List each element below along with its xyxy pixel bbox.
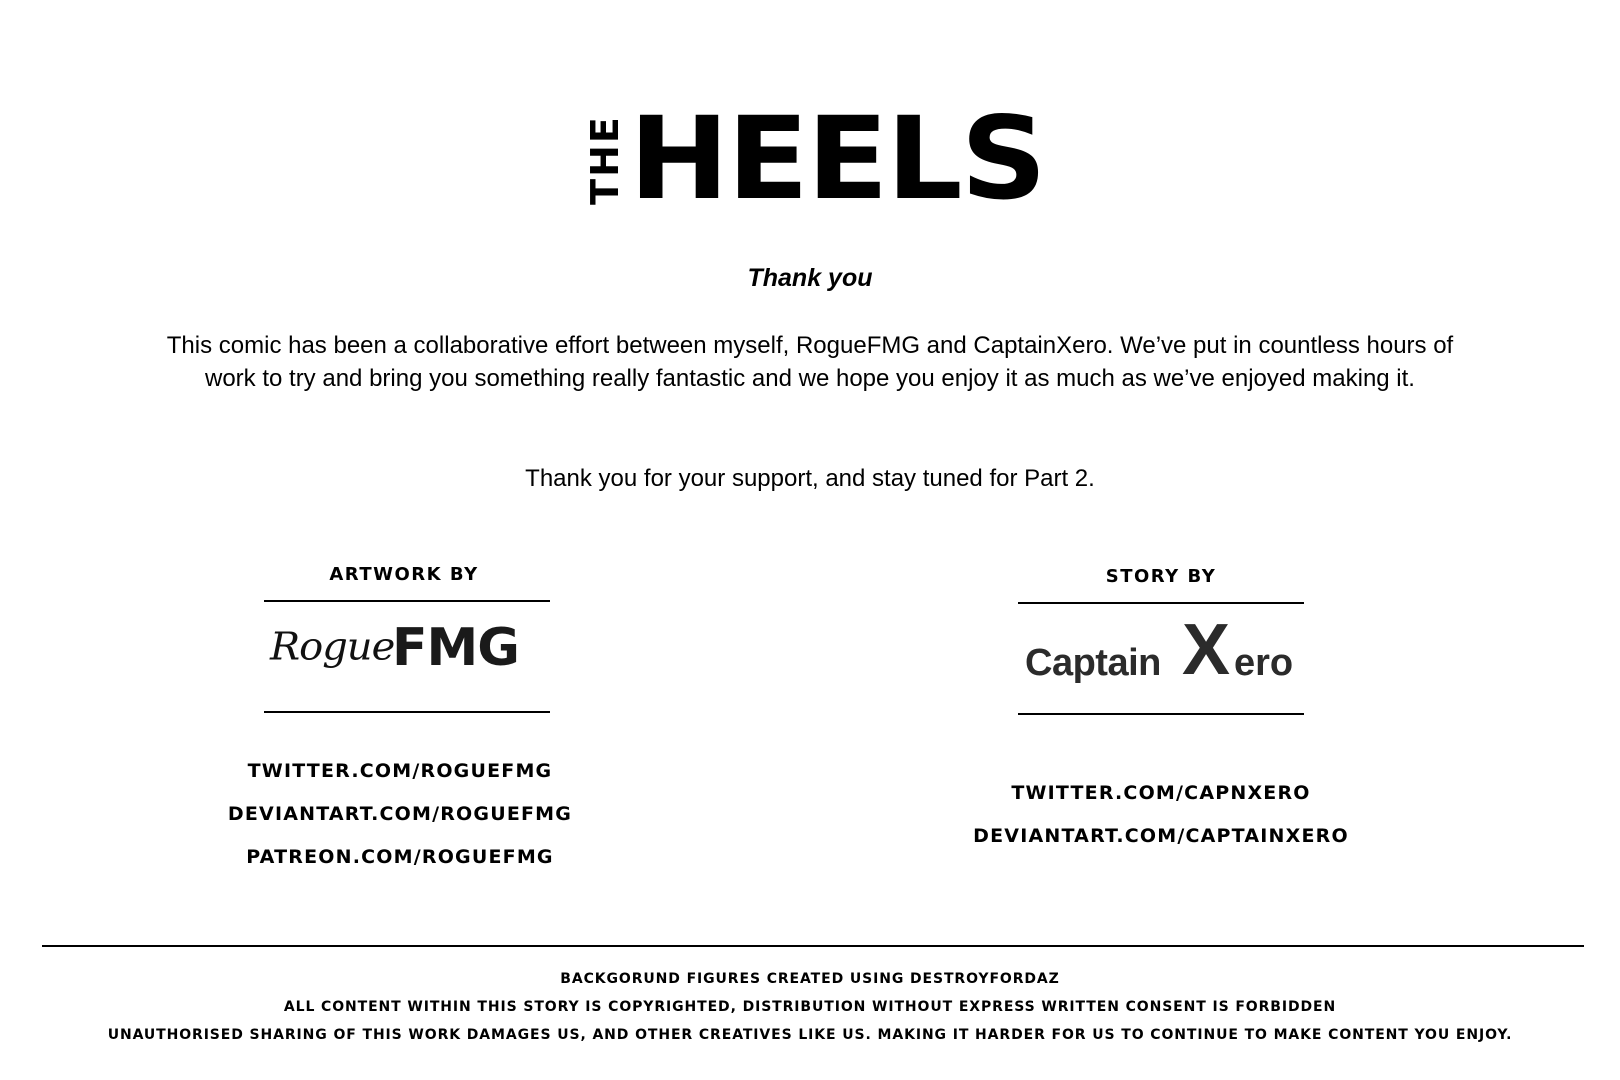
footer-line-copyright: ALL CONTENT WITHIN THIS STORY IS COPYRIGHTED, DISTRIBUTION WITHOUT EXPRESS WRITTEN CONSENT IS FORBIDDEN <box>283 999 1337 1015</box>
artwork-link-twitter[interactable]: TWITTER.COM/ROGUEFMG <box>247 760 553 782</box>
thanks-paragraph-1: This comic has been a collaborative effort between myself, RogueFMG and CaptainXero. We’ve put in countless hours of work to try and bring you something really fantastic and we hope you enjoy it as much as we’ve enjoyed making it. <box>166 332 1454 392</box>
story-top-rule <box>1018 602 1304 604</box>
captainxero-logo-ero: ero <box>1234 642 1294 684</box>
artwork-link-patreon[interactable]: PATREON.COM/ROGUEFMG <box>246 846 554 868</box>
artwork-top-rule <box>264 600 550 602</box>
artwork-bottom-rule <box>264 711 550 713</box>
roguefmg-logo-script: Rogue <box>270 625 395 669</box>
roguefmg-logo <box>266 620 556 682</box>
story-link-twitter[interactable]: TWITTER.COM/CAPNXERO <box>1011 782 1311 804</box>
footer-line-sharing-notice: UNAUTHORISED SHARING OF THIS WORK DAMAGES US, AND OTHER CREATIVES LIKE US. MAKING IT HARDER FOR US TO CONTINUE TO MAKE CONTENT YOU ENJOY. <box>107 1027 1513 1043</box>
story-bottom-rule <box>1018 713 1304 715</box>
footer-divider <box>42 945 1584 947</box>
roguefmg-logo-bold: FMG <box>392 618 519 678</box>
logo-the-text: THE <box>583 115 627 205</box>
story-heading: STORY BY <box>1105 566 1217 587</box>
artwork-link-deviantart[interactable]: DEVIANTART.COM/ROGUEFMG <box>227 803 573 825</box>
story-link-deviantart[interactable]: DEVIANTART.COM/CAPTAINXERO <box>973 825 1349 847</box>
logo-the-vertical <box>585 108 625 212</box>
captainxero-logo-x: X <box>1182 610 1231 690</box>
artwork-heading: ARTWORK BY <box>329 564 479 585</box>
footer-line-credits: BACKGORUND FIGURES CREATED USING DESTROYFORDAZ <box>560 971 1060 987</box>
thanks-paragraph-2: Thank you for your support, and stay tuned for Part 2. <box>525 465 1095 492</box>
captainxero-logo <box>1022 610 1332 690</box>
thanks-title: Thank you <box>747 264 873 292</box>
captainxero-logo-captain: Captain <box>1025 642 1161 684</box>
logo-heels-text: HEELS <box>629 92 1045 225</box>
the-heels-logo <box>583 92 1055 225</box>
